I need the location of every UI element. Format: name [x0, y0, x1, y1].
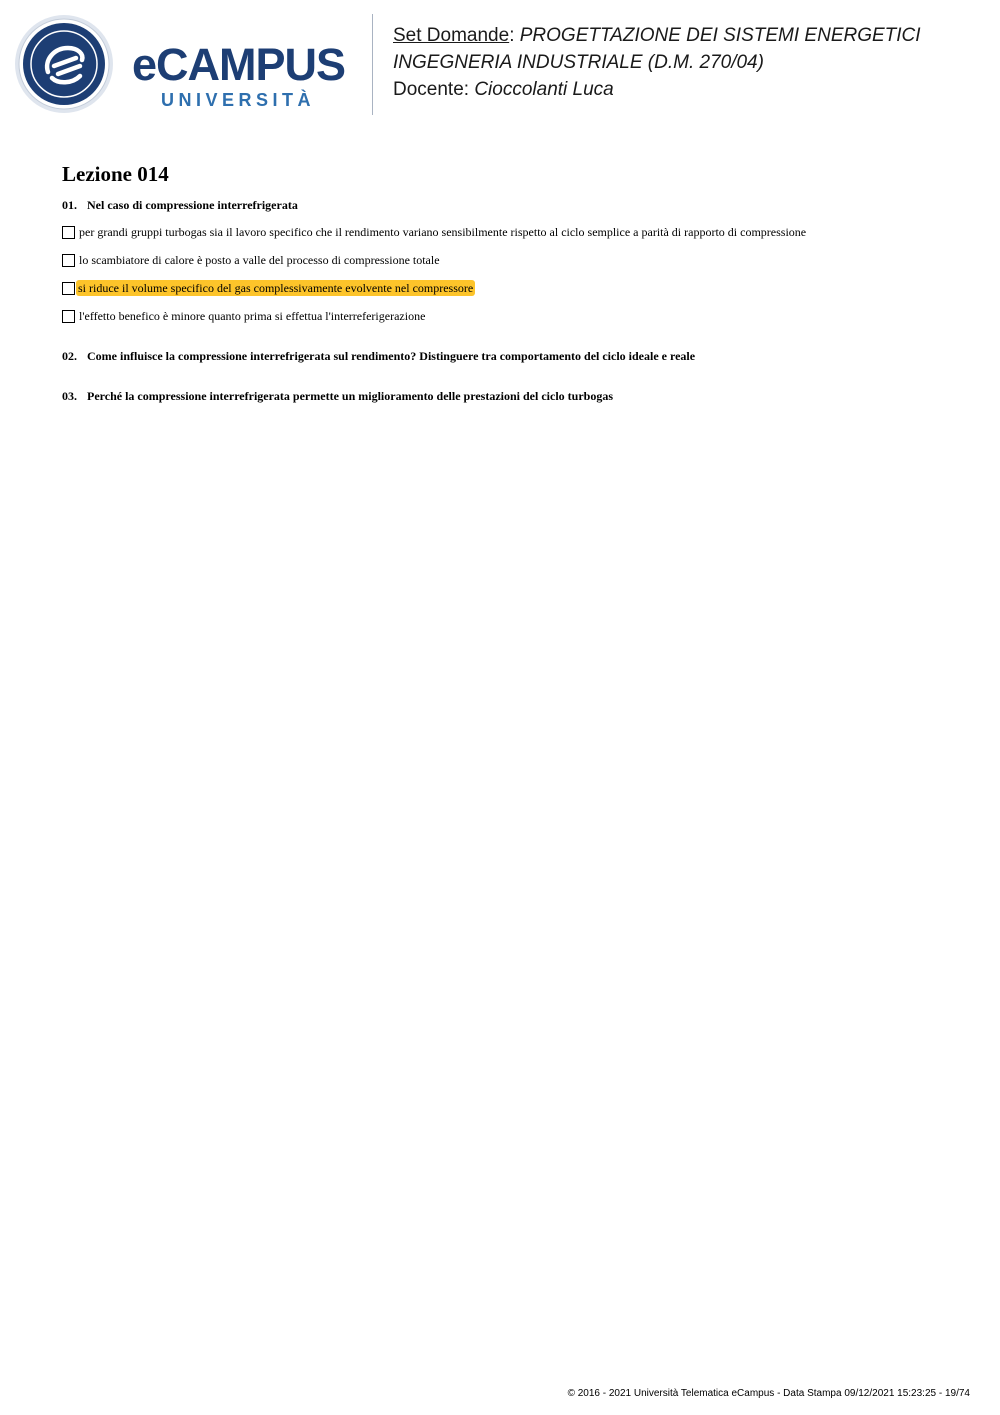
course-line-2: INGEGNERIA INDUSTRIALE (D.M. 270/04) [393, 52, 764, 73]
option-text: lo scambiatore di calore è posto a valle del processo di compressione totale [79, 253, 440, 267]
question-text: Nel caso di compressione interrefrigerata [87, 198, 298, 212]
lesson-title: Lezione 014 [62, 162, 169, 186]
university-seal-icon [14, 14, 114, 114]
brand-wordmark: eCAMPUS [132, 39, 346, 90]
footer: © 2016 - 2021 Università Telematica eCampus - Data Stampa 09/12/2021 15:23:25 - 19/74 [567, 1388, 970, 1399]
course-info [393, 22, 921, 103]
course-name: PROGETTAZIONE DEI SISTEMI ENERGETICI [519, 25, 921, 46]
set-label: Set Domande [393, 25, 510, 46]
brand-subtitle: UNIVERSITÀ [161, 90, 316, 110]
question-01 [62, 198, 298, 213]
answer-option-2[interactable] [62, 252, 440, 268]
checkbox[interactable] [62, 282, 75, 295]
header-divider [372, 14, 373, 115]
set-colon: : [509, 25, 520, 46]
teacher-name: Cioccolanti Luca [474, 79, 614, 100]
course-line-1 [393, 22, 921, 49]
question-02 [62, 349, 695, 364]
option-text: l'effetto benefico è minore quanto prima si effettua l'interreferigerazione [79, 309, 426, 323]
checkbox[interactable] [62, 226, 75, 239]
option-text: per grandi gruppi turbogas sia il lavoro specifico che il rendimento variano sensibilmente rispetto al ciclo semplice a parità di rapporto di compressione [79, 225, 807, 239]
question-text: Come influisce la compressione interrefrigerata sul rendimento? Distinguere tra comportamento del ciclo ideale e reale [87, 349, 696, 363]
question-number: 03. [62, 389, 77, 403]
teacher-line [393, 76, 921, 103]
question-number: 01. [62, 198, 77, 212]
answer-option-4[interactable] [62, 308, 425, 324]
question-text: Perché la compressione interrefrigerata permette un miglioramento delle prestazioni del ciclo turbogas [87, 389, 613, 403]
checkbox[interactable] [62, 254, 75, 267]
checkbox[interactable] [62, 310, 75, 323]
question-03 [62, 389, 613, 404]
option-text-highlighted: si riduce il volume specifico del gas complessivamente evolvente nel compressore [78, 281, 474, 295]
question-number: 02. [62, 349, 77, 363]
answer-option-1[interactable] [62, 224, 806, 240]
answer-option-3-correct[interactable] [62, 280, 475, 296]
logo [14, 14, 359, 116]
teacher-label: Docente: [393, 79, 475, 100]
